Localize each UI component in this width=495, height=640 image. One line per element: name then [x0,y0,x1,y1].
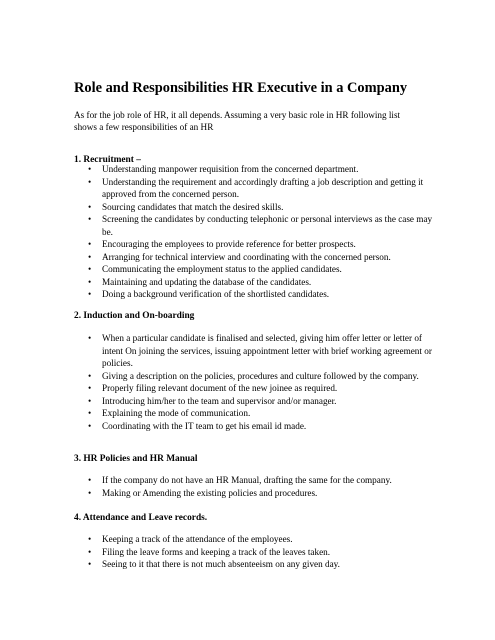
section-heading-attendance: 4. Attendance and Leave records. [74,513,208,523]
list-item: • Sourcing candidates that match the desired skills. [74,201,434,214]
list-item: • Making or Amending the existing policies and procedures. [74,487,434,500]
list-item: • Communicating the employment status to the applied candidates. [74,263,434,276]
list-item: • Seeing to it that there is not much absenteeism on any given day. [74,558,434,571]
induction-list [74,332,434,432]
hr-policies-list [74,474,434,499]
list-item: • Encouraging the employees to provide reference for better prospects. [74,238,434,251]
list-item: • Maintaining and updating the database of the candidates. [74,276,434,289]
list-item: • Properly filing relevant document of the new joinee as required. [74,382,434,395]
attendance-list [74,533,434,571]
recruitment-list [74,163,434,301]
list-item: • Doing a background verification of the shortlisted candidates. [74,288,434,301]
list-item: • Arranging for technical interview and coordinating with the concerned person. [74,251,434,264]
list-item: • Keeping a track of the attendance of the employees. [74,533,434,546]
section-heading-recruitment: 1. Recruitment – [74,155,141,165]
list-item: • Filing the leave forms and keeping a track of the leaves taken. [74,546,434,559]
list-item: • Understanding the requirement and accordingly drafting a job description and getting it approved from the concerned person. [74,176,434,201]
list-item: • Introducing him/her to the team and supervisor and/or manager. [74,395,434,408]
list-item: • When a particular candidate is finalised and selected, giving him offer letter or letter of intent On joining the services, issuing appointment letter with brief working agreement or policies. [74,332,434,370]
list-item: • If the company do not have an HR Manual, drafting the same for the company. [74,474,434,487]
list-item: • Screening the candidates by conducting telephonic or personal interviews as the case may be. [74,213,434,238]
section-heading-hr-policies: 3. HR Policies and HR Manual [74,454,198,464]
section-heading-induction: 2. Induction and On-boarding [74,311,195,321]
list-item: • Coordinating with the IT team to get his email id made. [74,420,434,433]
list-item: • Giving a description on the policies, procedures and culture followed by the company. [74,370,434,383]
list-item: • Understanding manpower requisition from the concerned department. [74,163,434,176]
list-item: • Explaining the mode of communication. [74,407,434,420]
intro-paragraph: As for the job role of HR, it all depends. Assuming a very basic role in HR following list shows a few responsibilities of an HR [74,110,401,132]
document-title: Role and Responsibilities HR Executive in a Company [74,80,408,96]
